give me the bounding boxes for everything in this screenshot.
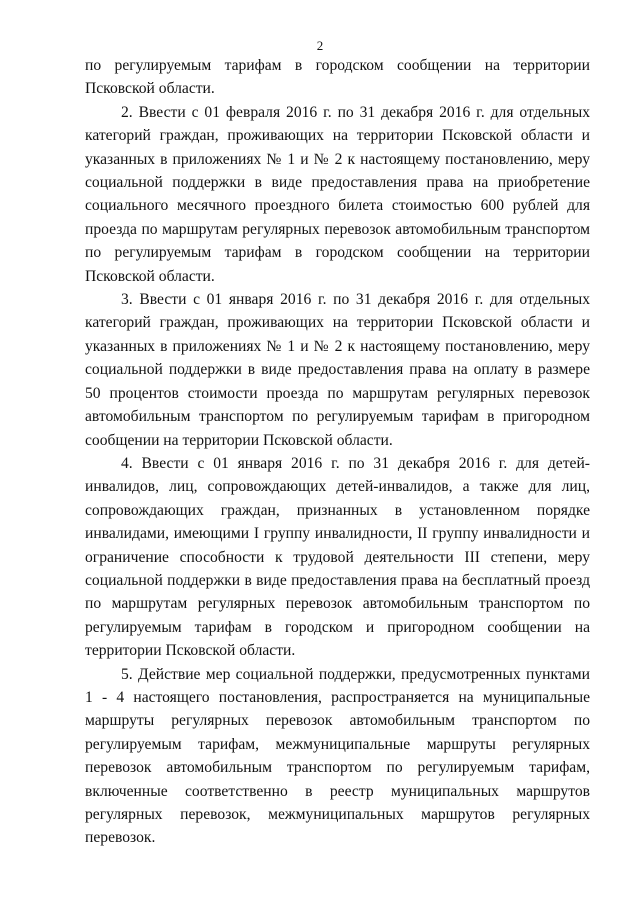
paragraph-item-2: 2. Ввести с 01 февраля 2016 г. по 31 декабря 2016 г. для отдельных категорий граждан, проживающих на территории Псковской области и указанных в приложениях № 1 и № 2 к настоящему постановлению, меру социальной поддержки в виде предоставления права на приобретение социального месячного проездного билета стоимостью 600 рублей для проезда по маршрутам регулярных перевозок автомобильным транспортом по регулируемым тарифам в городском сообщении на территории Псковской области.	[85, 103, 590, 285]
paragraph-continuation: по регулируемым тарифам в городском сообщении на территории Псковской области.	[85, 57, 590, 98]
document-body	[85, 54, 590, 850]
paragraph-item-3: 3. Ввести с 01 января 2016 г. по 31 декабря 2016 г. для отдельных категорий граждан, проживающих на территории Псковской области и указанных в приложениях № 1 и № 2 к настоящему постановлению, меру социальной поддержки в виде предоставления права на оплату в размере 50 процентов стоимости проезда по маршрутам регулярных перевозок автомобильным транспортом по регулируемым тарифам в пригородном сообщении на территории Псковской области.	[85, 291, 590, 449]
paragraph-item-5: 5. Действие мер социальной поддержки, предусмотренных пунктами 1 - 4 настоящего постановления, распространяется на муниципальные маршруты регулярных перевозок автомобильным транспортом по регулируемым тарифам, межмуниципальные маршруты регулярных перевозок автомобильным транспортом по регулируемым тарифам, включенные соответственно в реестр муниципальных маршрутов регулярных перевозок, межмуниципальных маршрутов регулярных перевозок.	[85, 665, 590, 847]
page-number: 2	[316, 38, 324, 53]
paragraph-item-4: 4. Ввести с 01 января 2016 г. по 31 декабря 2016 г. для детей-инвалидов, лиц, сопровождающих детей-инвалидов, а также для лиц, сопровождающих граждан, признанных в установленном порядке инвалидами, имеющими I группу инвалидности, II группу инвалидности и ограничение способности к трудовой деятельности III степени, меру социальной поддержки в виде предоставления права на бесплатный проезд по маршрутам регулярных перевозок автомобильным транспортом по регулируемым тарифам в городском и пригородном сообщении на территории Псковской области.	[85, 454, 590, 660]
